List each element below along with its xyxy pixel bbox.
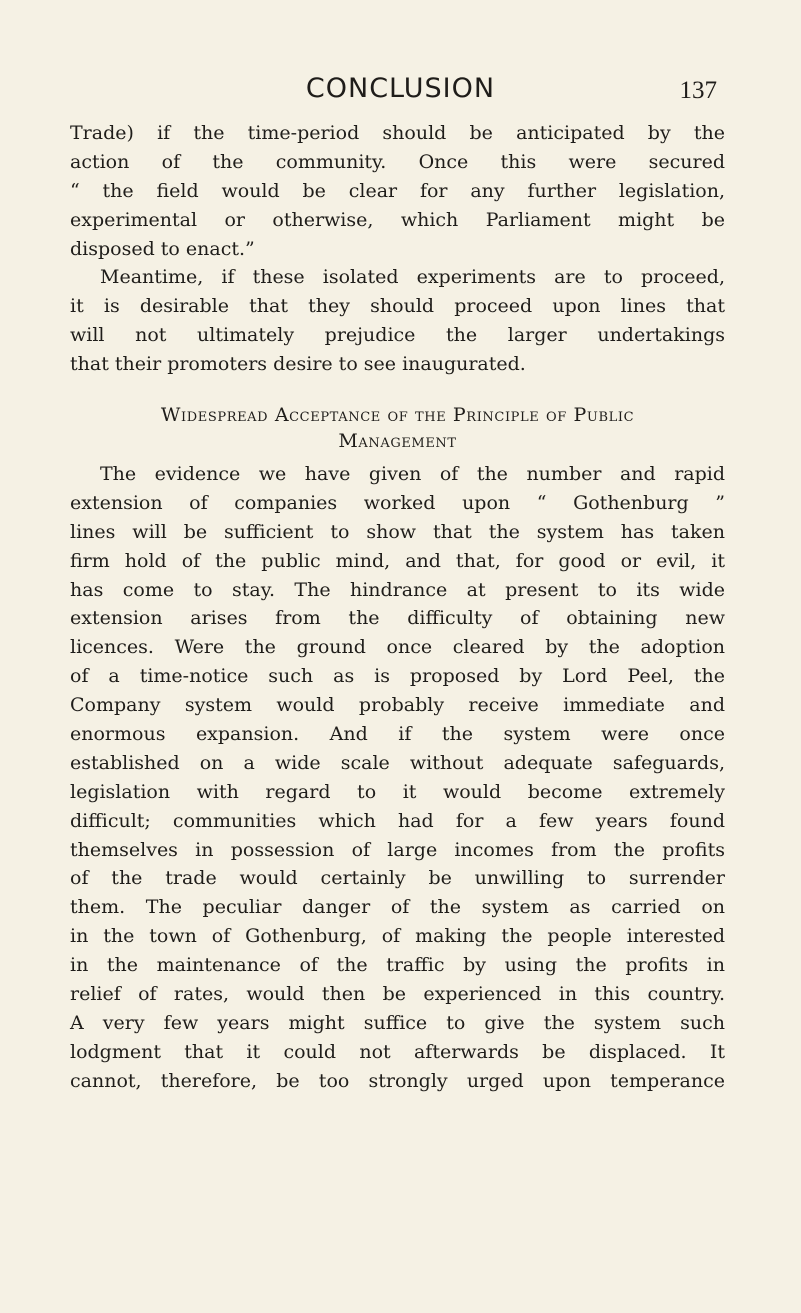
text-line: firm hold of the public mind, and that, for good or evil, it	[70, 549, 725, 572]
text-line: action of the community. Once this were secured	[70, 150, 725, 173]
text-line: experimental or otherwise, which Parliament might be	[70, 208, 725, 231]
text-line: relief of rates, would then be experienced in this country.	[70, 983, 725, 1006]
paragraph-meantime	[70, 263, 725, 379]
paragraph-continued	[70, 119, 725, 263]
text-line: in the town of Gothenburg, of making the people interested	[70, 925, 725, 948]
section-heading	[70, 402, 725, 454]
text-line: lines will be sufficient to show that the system has taken	[70, 520, 725, 543]
text-line: The evidence we have given of the number and rapid	[100, 463, 725, 486]
text-line: established on a wide scale without adequate safeguards,	[70, 751, 725, 774]
text-line: of the trade would certainly be unwilling to surrender	[70, 867, 725, 890]
section-heading-line: Management	[338, 430, 457, 453]
text-line: lodgment that it could not afterwards be displaced. It	[70, 1040, 725, 1063]
text-line: them. The peculiar danger of the system as carried on	[70, 896, 725, 919]
text-line: Meantime, if these isolated experiments are to proceed,	[100, 266, 725, 289]
text-line: cannot, therefore, be too strongly urged upon temperance	[70, 1069, 725, 1092]
text-line: difficult; communities which had for a few years found	[70, 809, 725, 832]
running-head	[0, 72, 801, 112]
text-line: disposed to enact.”	[70, 237, 255, 260]
text-line: of a time-notice such as is proposed by Lord Peel, the	[70, 665, 725, 688]
text-line: enormous expansion. And if the system were once	[70, 723, 725, 746]
text-line: extension of companies worked upon “ Gothenburg ”	[70, 491, 725, 514]
text-line: licences. Were the ground once cleared by the adoption	[70, 636, 725, 659]
running-title: CONCLUSION	[305, 73, 496, 104]
text-line: A very few years might suffice to give the system such	[70, 1011, 725, 1034]
text-line: it is desirable that they should proceed upon lines that	[70, 295, 725, 318]
text-line: “ the field would be clear for any further legislation,	[70, 179, 725, 202]
text-line: will not ultimately prejudice the larger undertakings	[70, 324, 725, 347]
text-line: has come to stay. The hindrance at present to its wide	[70, 578, 725, 601]
body-text	[70, 119, 725, 1096]
page-number: 137	[679, 77, 717, 104]
text-line: Company system would probably receive immediate and	[70, 694, 725, 717]
text-line: in the maintenance of the traffic by using the profits in	[70, 954, 725, 977]
text-line: legislation with regard to it would become extremely	[70, 780, 725, 803]
text-line: extension arises from the difficulty of obtaining new	[70, 607, 725, 630]
paragraph-evidence	[70, 460, 725, 1096]
text-line: themselves in possession of large incomes from the profits	[70, 838, 725, 861]
section-heading-line: Widespread Acceptance of the Principle of Public	[160, 404, 635, 427]
text-line: Trade) if the time-period should be anticipated by the	[70, 122, 725, 144]
text-line: that their promoters desire to see inaugurated.	[70, 353, 526, 376]
